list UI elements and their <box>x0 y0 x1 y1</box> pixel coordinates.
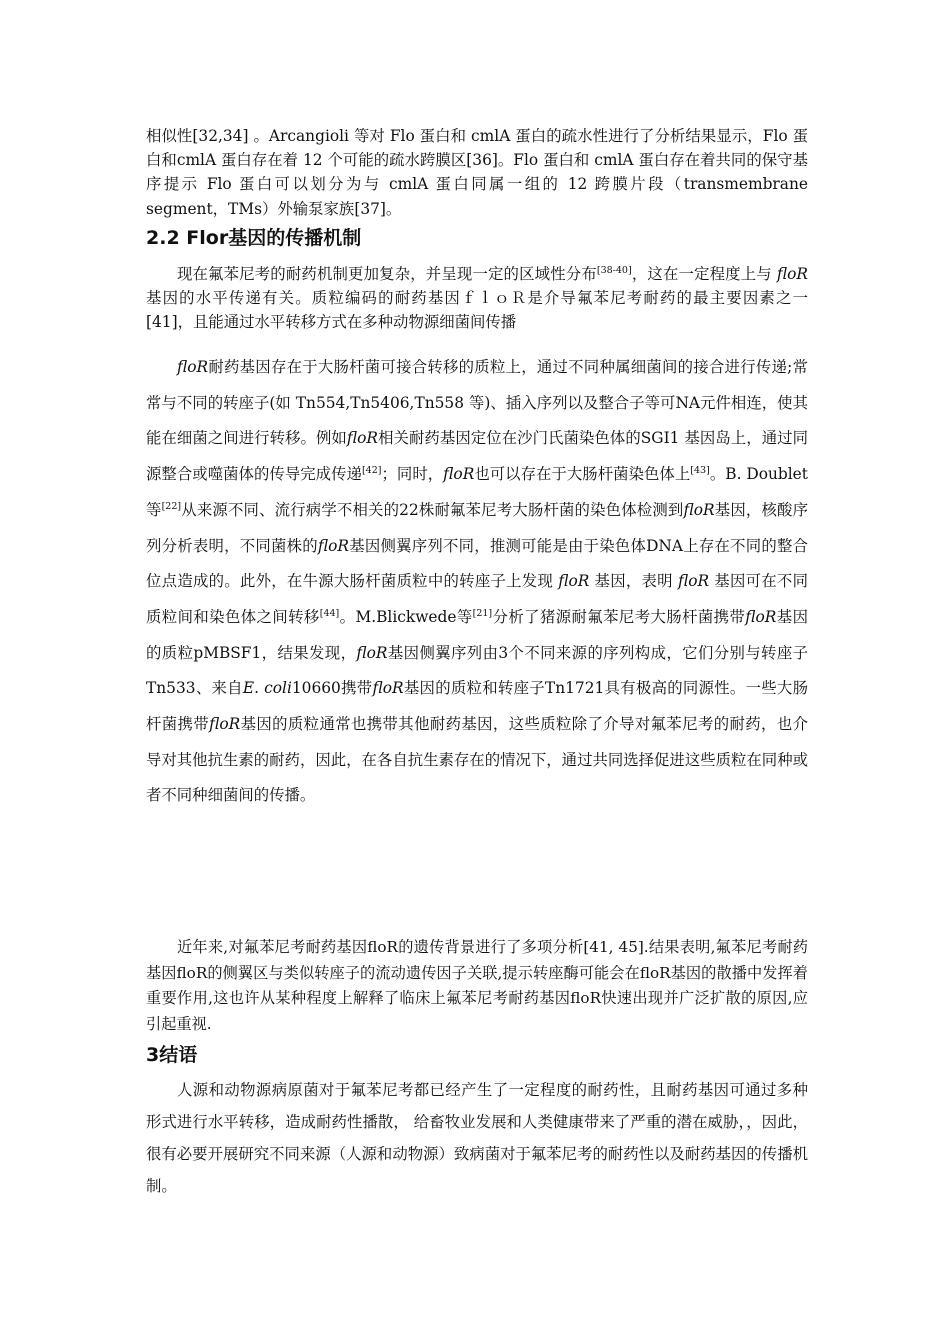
citation: [21] <box>472 607 493 619</box>
paragraph-text: 现在氟苯尼考的耐药机制更加复杂，并呈现一定的区域性分布 <box>177 265 597 283</box>
paragraph-text: 。M.Blickwede等 <box>339 607 473 626</box>
gene-name: floR <box>776 265 808 283</box>
section-heading-3: 3结语 <box>146 1044 198 1066</box>
paragraph-text: 。B. Doublet等 <box>146 465 808 519</box>
paragraph-text: 基因可在不同质粒间和染色体之间转移 <box>146 572 808 626</box>
paragraph-text: ，这在一定程度上与 <box>631 265 777 283</box>
gene-name: floR <box>356 643 388 662</box>
paragraph-text: 基因，核酸序列分析表明，不同菌株的 <box>146 500 808 555</box>
paragraph-text: 基因的质粒通常也携带其他耐药基因，这些质粒除了介导对氟苯尼考的耐药，也介导对其他抗生素的耐药，因此，在各自抗生素存在的情况下，通过共同选择促进这些质粒在同种或者不同种细菌间的传播。 <box>146 715 808 805</box>
paragraph-text: 人源和动物源病原菌对于氟苯尼考都已经产生了一定程度的耐药性，且耐药基因可通过多种形式进行水平转移，造成耐药性播散， 给畜牧业发展和人类健康带来了严重的潜在威胁，，因此，很有必要开展研究不同来源（人源和动物源）致病菌对于氟苯尼考的耐药性以及耐药基因的传播机制。 <box>146 1081 808 1195</box>
paragraph-genetic-background <box>146 935 808 1037</box>
citation: [43] <box>690 465 710 477</box>
gene-name: floR <box>745 607 777 626</box>
gene-name: floR <box>558 572 590 591</box>
gene-name: floR <box>317 536 349 555</box>
paragraph-text: 也可以存在于大肠杆菌染色体上 <box>474 465 691 484</box>
citation: [44] <box>319 607 340 619</box>
gene-name: floR <box>443 465 475 484</box>
citation: [22] <box>161 500 182 512</box>
citation: [38-40] <box>596 265 632 276</box>
paragraph-text: 基因的质粒pMBSF1，结果发现， <box>146 607 808 662</box>
gene-name: floR <box>177 358 209 376</box>
paragraph-text: 近年来,对氟苯尼考耐药基因floR的遗传背景进行了多项分析[41, 45].结果表明,氟苯尼考耐药基因floR的侧翼区与类似转座子的流动遗传因子关联,提示转座酶可能会在floR基因的散播中发挥着重要作用,这也许从某种程度上解释了临床上氟苯尼考耐药基因floR快速出现并广泛扩散的原因,应引起重视. <box>146 938 808 1033</box>
paragraph-text: 基因侧翼序列由3个不同来源的序列构成，它们分别与转座子Tn533、来自 <box>146 643 809 698</box>
paragraph-text: 基因，表明 <box>589 572 678 591</box>
gene-name: floR <box>372 679 404 698</box>
paragraph-text: 分析了猪源耐氟苯尼考大肠杆菌携带 <box>492 607 746 626</box>
paragraph-flor-transfer <box>146 350 808 814</box>
section-heading-2-2: 2.2 Flor基因的传播机制 <box>146 227 362 249</box>
citation: [42] <box>361 465 382 477</box>
paragraph-text: 基因的水平传递有关。质粒编码的耐药基因ｆｌｏＲ是介导氟苯尼考耐药的最主要因素之一[41]，且能通过水平转移方式在多种动物源细菌间传播 <box>146 289 808 332</box>
paragraph-text: 相关耐药基因定位在沙门氏菌染色体的SGI1 基因岛上，通过同源整合或噬菌体的传导完成传递 <box>146 429 808 484</box>
gene-name: floR <box>209 715 241 734</box>
paragraph-text: 从来源不同、流行病学不相关的22株耐氟苯尼考大肠杆菌的染色体检测到 <box>181 500 684 519</box>
gene-name: floR <box>678 572 710 591</box>
gene-name: floR <box>683 500 715 519</box>
paragraph-text: 耐药基因存在于大肠杆菌可接合转移的质粒上，通过不同种属细菌间的接合进行传递;常常与不同的转座子(如 Tn554,Tn5406,Tn558 等)、插入序列以及整合子等可NA元件相连，使其能在细菌之间进行转移。例如 <box>146 358 808 448</box>
paragraph-conclusion <box>146 1074 808 1202</box>
paragraph-text: 基因侧翼序列不同，推测可能是由于染色体DNA上存在不同的整合位点造成的。此外，在牛源大肠杆菌质粒中的转座子上发现 <box>146 536 808 591</box>
paragraph-text: 10660携带 <box>291 679 373 698</box>
paragraph-text: ；同时， <box>381 465 444 484</box>
paragraph-flo-cmla <box>146 124 808 221</box>
paragraph-text: 基因的质粒和转座子Tn1721具有极高的同源性。一些大肠杆菌携带 <box>146 679 808 734</box>
gene-name: floR <box>346 429 379 448</box>
paragraph-text: 相似性[32,34] 。Arcangioli 等对 Flo 蛋白和 cmlA 蛋白的疏水性进行了分析结果显示，Flo 蛋白和cmlA 蛋白存在着 12 个可能的疏水跨膜区[36]。Flo 蛋白和 cmlA 蛋白存在着共同的保守基序提示 Flo 蛋白可以划分为与 cmlA 蛋白同属一组的 12 跨膜片段（transmembrane segment，TMs）外输泵家族[37]。 <box>146 127 808 218</box>
paragraph-regional-distribution <box>146 262 808 335</box>
species-name: E. coli <box>242 679 292 698</box>
